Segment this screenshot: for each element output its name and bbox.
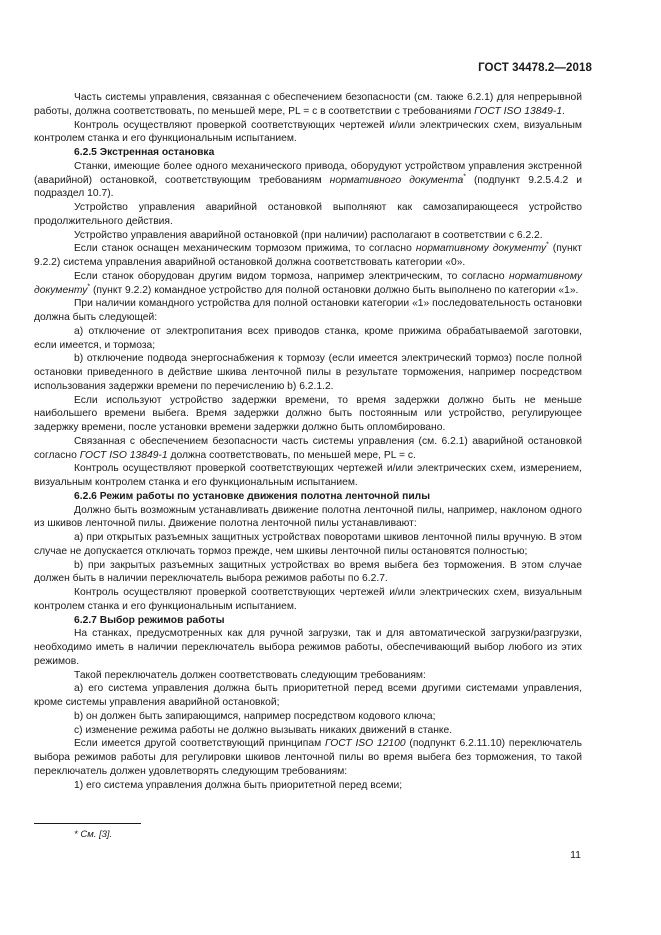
paragraph: При наличии командного устройства для полной остановки категории «1» последовательность остановки должна быть следующей: [34, 298, 582, 323]
paragraph: Если станок оборудован другим видом тормоза, например электрическим, то согласно нормативному документу* (пункт 9.2.2) командное устройство для полной остановки должно быть выполнено по категории «1». [34, 270, 582, 296]
paragraph: b) отключение подвода энергоснабжения к тормозу (если имеется электрический тормоз) после полной остановки приведенного в действие шкива ленточной пилы в результате торможения, например посредством использования задержки времени по перечислению b) 6.2.1.2. [34, 353, 582, 392]
paragraph: b) он должен быть запирающимся, например посредством кодового ключа; [74, 710, 436, 722]
paragraph: а) при открытых разъемных защитных устройствах поворотами шкивов ленточной пилы вручную. В этом случае не допускается отключать тормоз прежде, чем шкивы ленточной пилы остановятся полностью; [34, 532, 582, 557]
section-heading: 6.2.6 Режим работы по установке движения полотна ленточной пилы [74, 490, 430, 502]
section-heading: 6.2.5 Экстренная остановка [74, 147, 215, 158]
paragraph: Контроль осуществляют проверкой соответствующих чертежей и/или электрических схем, измерением, визуальным контролем станка и его функциональным испытанием. [34, 463, 582, 488]
paragraph: Станки, имеющие более одного механического привода, оборудуют устройством управления экстренной (аварийной) остановкой, соответствующим требованиям нормативного документа* (подпункт 9.2.5.4.2 и подраздел 10.7). [34, 160, 582, 200]
footnote-separator [34, 823, 141, 824]
paragraph: а) его система управления должна быть приоритетной перед всеми другими системами управления, кроме системы управления аварийной остановкой; [34, 683, 582, 708]
paragraph: Если станок оснащен механическим тормозом прижима, то согласно нормативному документу* (пункт 9.2.2) система управления аварийной остановкой должна соответствовать категории «0». [34, 241, 582, 268]
paragraph: Связанная с обеспечением безопасности часть системы управления (см. 6.2.1) аварийной остановкой согласно ГОСТ ISO 13849-1 должна соответствовать, по меньшей мере, PL = c. [34, 435, 582, 461]
footnote: * См. [3]. [74, 829, 113, 840]
body-text [34, 91, 582, 792]
paragraph: На станках, предусмотренных как для ручной загрузки, так и для автоматической загрузки/разгрузки, необходимо иметь в наличии переключатель выбора режимов работы, обеспечивающий выбор любого из этих режимов. [34, 628, 582, 667]
paragraph: Должно быть возможным устанавливать движение полотна ленточной пилы, например, наклоном одного из шкивов ленточной пилы. Движение полотна ленточной пилы устанавливают: [34, 504, 582, 530]
page-number: 11 [570, 849, 581, 861]
paragraph: Часть системы управления, связанная с обеспечением безопасности (см. также 6.2.1) для непрерывной работы, должна соответствовать, по меньшей мере, PL = c в соответствии с требованиями ГОСТ ISO 13849-1. [34, 92, 582, 117]
paragraph: с) изменение режима работы не должно вызывать никаких движений в станке. [74, 724, 453, 736]
paragraph: Устройство управления аварийной остановкой выполняют как самозапирающееся устройство продолжительного действия. [34, 202, 582, 227]
paragraph: Устройство управления аварийной остановкой (при наличии) располагают в соответствии с 6.2.2. [74, 229, 543, 241]
paragraph: 1) его система управления должна быть приоритетной перед всеми; [74, 779, 403, 791]
paragraph: Такой переключатель должен соответствовать следующим требованиям: [74, 669, 426, 681]
paragraph: Если используют устройство задержки времени, то время задержки должно быть не меньше наибольшего времени выбега. Время задержки должно быть постоянным или устройство, регулирующее задержку времени, после установки времени задержки должно быть опломбировано. [34, 394, 582, 433]
section-heading: 6.2.7 Выбор режимов работы [74, 614, 225, 626]
paragraph: Если имеется другой соответствующий принципам ГОСТ ISO 12100 (подпункт 6.2.11.10) переключатель выбора режимов работы для регулировки шкивов ленточной пилы во время выбега без торможения, то такой переключатель должен удовлетворять следующим требованиям: [34, 738, 583, 777]
paragraph: b) при закрытых разъемных защитных устройствах во время выбега без торможения. В этом случае должен быть в наличии переключатель выбора режимов работы по 6.2.7. [34, 559, 582, 585]
paragraph: а) отключение от электропитания всех приводов станка, кроме прижима обрабатываемой заготовки, если имеется, и тормоза; [34, 325, 582, 351]
paragraph: Контроль осуществляют проверкой соответствующих чертежей и/или электрических схем, визуальным контролем станка и его функциональным испытанием. [34, 587, 582, 612]
document-code: ГОСТ 34478.2—2018 [478, 62, 592, 74]
paragraph: Контроль осуществляют проверкой соответствующих чертежей и/или электрических схем, визуальным контролем станка и его функциональным испытанием. [34, 119, 582, 145]
